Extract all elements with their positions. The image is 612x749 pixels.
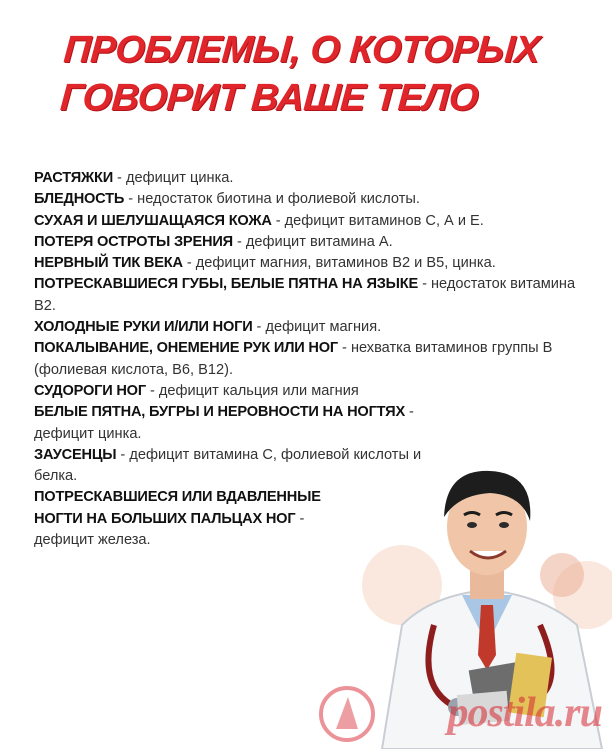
list-item <box>34 189 589 210</box>
list-item <box>34 402 424 445</box>
symptom-name: БЛЕДНОСТЬ <box>34 191 125 208</box>
symptom-name: ПОТРЕСКАВШИЕСЯ ГУБЫ, БЕЛЫЕ ПЯТНА НА ЯЗЫКЕ <box>34 276 419 293</box>
list-item <box>34 211 589 232</box>
symptom-name: ПОТРЕСКАВШИЕСЯ ИЛИ ВДАВЛЕННЫЕ НОГТИ НА БОЛЬШИХ ПАЛЬЦАХ НОГ <box>34 489 321 527</box>
symptom-cause: - дефицит цинка. <box>34 404 414 442</box>
symptom-name: РАСТЯЖКИ <box>34 170 113 186</box>
title-line-2: ГОВОРИТ ВАШЕ ТЕЛО <box>58 77 480 119</box>
list-item <box>34 253 589 274</box>
symptom-cause: - дефицит кальция или магния <box>145 382 359 399</box>
list-item <box>34 274 589 317</box>
watermark: postila.ru <box>447 690 602 736</box>
list-item <box>34 232 589 253</box>
watermark-logo-icon <box>318 685 376 743</box>
page-title <box>59 26 586 122</box>
symptom-cause: - нехватка витаминов группы В (фолиевая кислота, В6, В12). <box>34 340 553 378</box>
symptom-cause: - дефицит магния, витаминов В2 и В5, цинка. <box>182 255 496 272</box>
list-item <box>34 487 334 551</box>
title-line-1: ПРОБЛЕМЫ, О КОТОРЫХ <box>62 29 541 71</box>
list-item <box>34 317 589 338</box>
symptom-cause: - дефицит витамина А. <box>232 233 393 250</box>
symptom-name: БЕЛЫЕ ПЯТНА, БУГРЫ И НЕРОВНОСТИ НА НОГТЯХ <box>34 404 405 421</box>
symptom-name: НЕРВНЫЙ ТИК ВЕКА <box>34 255 183 272</box>
list-item <box>34 168 589 189</box>
symptom-name: СУХАЯ И ШЕЛУШАЩАЯСЯ КОЖА <box>34 212 272 229</box>
list-item <box>34 338 589 381</box>
symptom-name: ЗАУСЕНЦЫ <box>34 446 117 463</box>
symptom-cause: - недостаток биотина и фолиевой кислоты. <box>124 191 420 208</box>
symptom-name: ПОКАЛЫВАНИЕ, ОНЕМЕНИЕ РУК ИЛИ НОГ <box>34 340 338 357</box>
symptom-name: СУДОРОГИ НОГ <box>34 382 146 399</box>
list-item <box>34 381 589 402</box>
symptom-cause: - дефицит цинка. <box>113 170 234 186</box>
symptom-cause: - дефицит магния. <box>252 319 382 336</box>
symptom-name: ПОТЕРЯ ОСТРОТЫ ЗРЕНИЯ <box>34 233 233 250</box>
symptom-name: ХОЛОДНЫЕ РУКИ И/ИЛИ НОГИ <box>34 319 253 336</box>
symptom-cause: - дефицит железа. <box>34 510 305 549</box>
symptom-cause: - дефицит витамина С, фолиевой кислоты и белка. <box>34 446 422 485</box>
symptom-cause: - дефицит витаминов С, А и Е. <box>271 212 484 229</box>
symptom-cause: - недостаток витамина В2. <box>34 276 576 314</box>
